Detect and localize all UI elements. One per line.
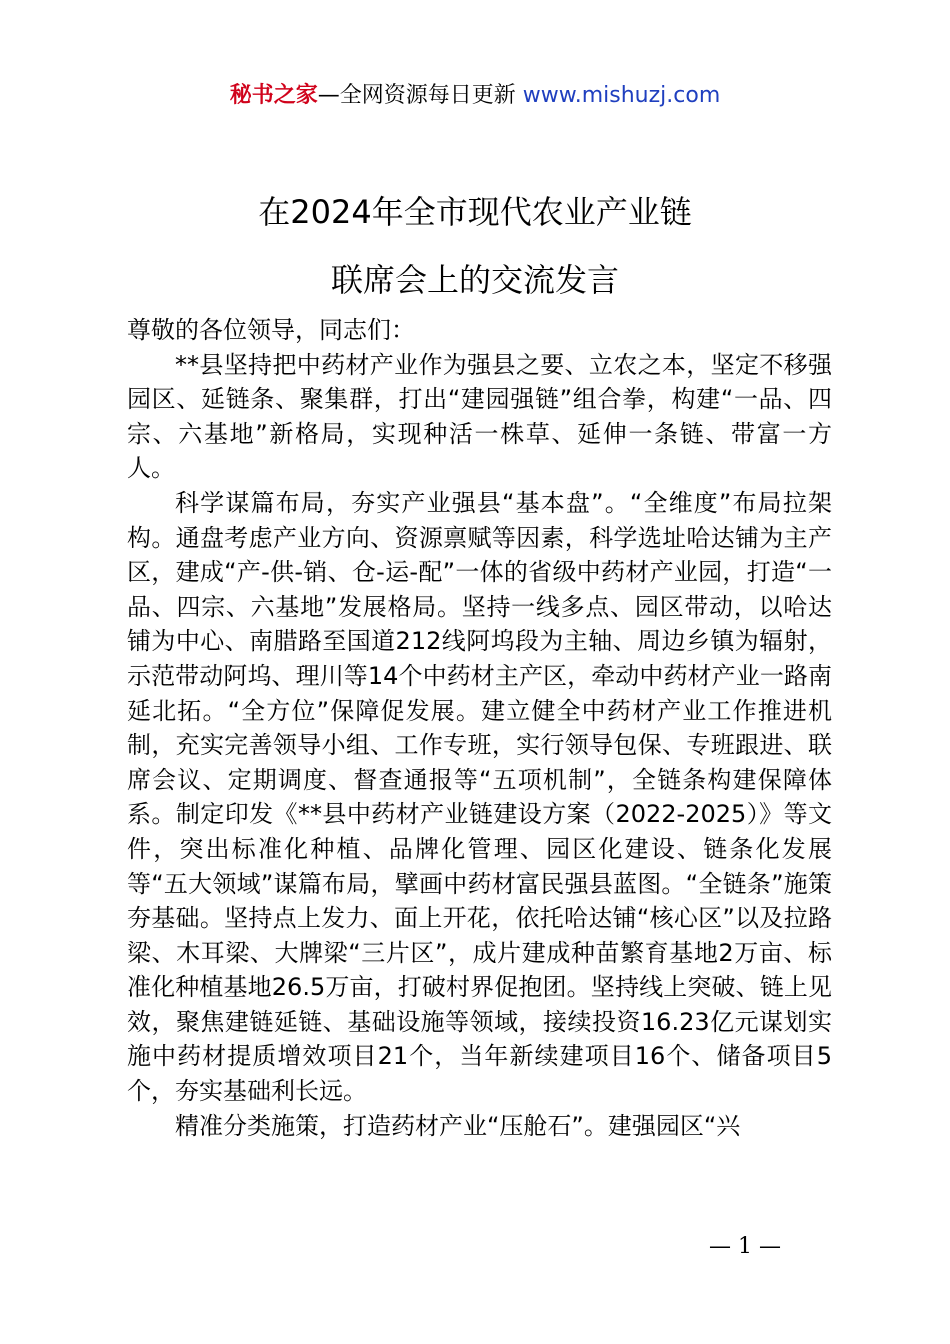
paragraph-policy: 精准分类施策，打造药材产业“压舱石”。建强园区“兴 <box>175 1111 741 1140</box>
paragraph-intro: **县坚持把中药材产业作为强县之要、立农之本，坚定不移强园区、延链条、聚集群，打出“建园强链”组合拳，构建“一品、四宗、六基地”新格局，实现种活一株草、延伸一条链、带富一方人。 <box>127 350 832 483</box>
paragraph-layout: 科学谋篇布局，夯实产业强县“基本盘”。“全维度”布局拉架构。通盘考虑产业方向、资源禀赋等因素，科学选址哈达铺为主产区，建成“产-供-销、仓-运-配”一体的省级中药材产业园，打造“一品、四宗、六基地”发展格局。坚持一线多点、园区带动，以哈达铺为中心、南腊路至国道212线阿坞段为主轴、周边乡镇为辐射，示范带动阿坞、理川等14个中药材主产区，牵动中药材产业一路南延北拓。“全方位”保障促发展。建立健全中药材产业工作推进机制，充实完善领导小组、工作专班，实行领导包保、专班跟进、联席会议、定期调度、督查通报等“五项机制”，全链条构建保障体系。制定印发《**县中药材产业链建设方案（2022-2025）》等文件，突出标准化种植、品牌化管理、园区化建设、链条化发展等“五大领域”谋篇布局，擘画中药材富民强县蓝图。“全链条”施策夯基础。坚持点上发力、面上开花，依托哈达铺“核心区”以及拉路梁、木耳梁、大牌梁“三片区”，成片建成种苗繁育基地2万亩、标准化种植基地26.5万亩，打破村界促抱团。坚持线上突破、链上见效，聚焦建链延链、基础设施等领域，接续投资16.23亿元谋划实施中药材提质增效项目21个，当年新续建项目16个、储备项目5个，夯实基础利长远。 <box>127 488 832 1106</box>
document-title-line-2: 联席会上的交流发言 <box>330 261 619 299</box>
document-body <box>127 313 832 1143</box>
page-number: — 1 — <box>709 1234 781 1259</box>
site-tagline: —全网资源每日更新 <box>317 83 523 108</box>
site-header <box>0 80 950 112</box>
site-brand: 秘书之家 <box>229 83 318 108</box>
site-url-link[interactable]: www.mishuzj.com <box>522 83 721 108</box>
salutation: 尊敬的各位领导，同志们： <box>127 316 415 344</box>
document-title-line-1: 在2024年全市现代农业产业链 <box>258 193 692 231</box>
